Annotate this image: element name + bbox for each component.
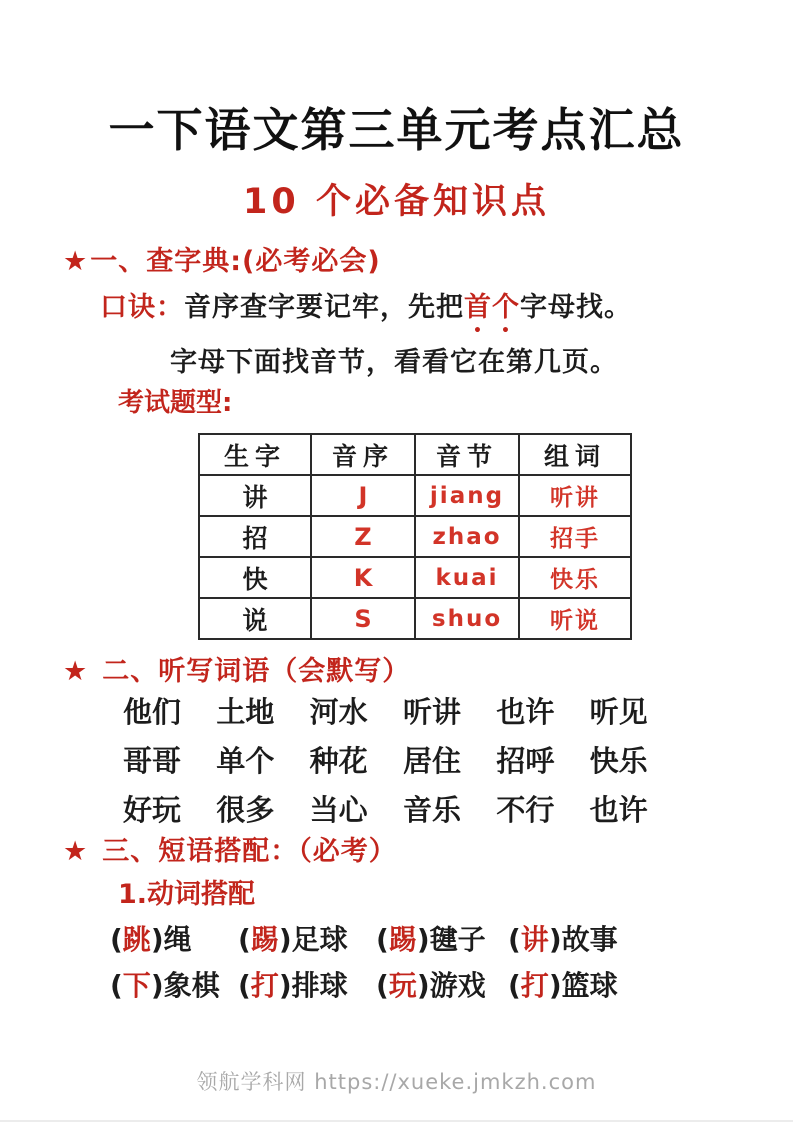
phrase-verb: 下 <box>122 969 151 1002</box>
phrase-verb: 踢 <box>250 923 279 956</box>
word-item: 很多 <box>216 793 275 827</box>
phrase-verb: 讲 <box>520 923 549 956</box>
phrase-noun: 篮球 <box>561 969 618 1002</box>
paren-close: ) <box>278 923 292 956</box>
phrase-item <box>238 924 376 956</box>
phrase-noun: 排球 <box>291 969 348 1002</box>
dictionary-table <box>198 433 632 640</box>
phrase-noun: 故事 <box>561 923 618 956</box>
word-item: 种花 <box>309 744 368 778</box>
table-header-syllable: 音节 <box>415 434 519 475</box>
table-cell-char: 招 <box>199 516 311 557</box>
table-row <box>199 598 631 639</box>
word-item: 土地 <box>216 695 275 729</box>
exam-type-label: 考试题型: <box>118 388 233 418</box>
mnemonic-line1-pre: 音序查字要记牢，先把 <box>184 292 464 323</box>
table-cell-initial: K <box>311 557 415 598</box>
table-cell-syllable: kuai <box>415 557 519 598</box>
word-item: 也许 <box>589 793 648 827</box>
phrase-item <box>376 970 508 1002</box>
word-item: 听见 <box>589 695 648 729</box>
section1-heading-label: 一、查字典:(必考必会) <box>90 246 381 277</box>
paren-open: ( <box>110 923 123 956</box>
word-item: 也许 <box>496 695 555 729</box>
verb-phrase-grid <box>110 924 695 1002</box>
paren-open: ( <box>238 923 251 956</box>
phrase-verb: 跳 <box>122 923 151 956</box>
section2-heading-label: 二、听写词语（会默写） <box>102 656 411 687</box>
phrase-noun: 游戏 <box>429 969 486 1002</box>
paren-close: ) <box>548 969 562 1002</box>
word-item: 哥哥 <box>123 744 182 778</box>
mnemonic-line-2: 字母下面找音节，看看它在第几页。 <box>170 347 618 378</box>
paren-close: ) <box>548 923 562 956</box>
table-header-word: 组词 <box>519 434 631 475</box>
table-cell-char: 快 <box>199 557 311 598</box>
section1-heading <box>63 244 793 280</box>
phrase-item <box>110 924 238 956</box>
word-item: 单个 <box>216 744 275 778</box>
phrase-noun: 足球 <box>291 923 348 956</box>
table-cell-initial: S <box>311 598 415 639</box>
phrase-noun: 象棋 <box>163 969 220 1002</box>
phrase-verb: 踢 <box>388 923 417 956</box>
table-row <box>199 475 631 516</box>
mnemonic-line1-post: 字母找。 <box>520 292 632 323</box>
word-item: 快乐 <box>589 744 648 778</box>
word-item: 当心 <box>309 793 368 827</box>
star-icon: ★ <box>63 836 89 867</box>
phrase-item <box>508 970 695 1002</box>
paren-close: ) <box>150 969 164 1002</box>
table-header-char: 生字 <box>199 434 311 475</box>
verb-matching-subheading: 1.动词搭配 <box>118 879 256 910</box>
table-header-row <box>199 434 631 475</box>
word-item: 他们 <box>123 695 182 729</box>
phrase-verb: 打 <box>250 969 279 1002</box>
table-row <box>199 557 631 598</box>
phrase-item <box>238 970 376 1002</box>
star-icon: ★ <box>63 246 89 277</box>
paren-close: ) <box>416 969 430 1002</box>
table-cell-word: 快乐 <box>519 557 631 598</box>
paren-open: ( <box>376 923 389 956</box>
table-cell-syllable: zhao <box>415 516 519 557</box>
watermark-footer: 领航学科网 https://xueke.jmkzh.com <box>196 1070 597 1094</box>
phrase-verb: 玩 <box>388 969 417 1002</box>
word-item: 听讲 <box>403 695 462 729</box>
table-header-initial: 音序 <box>311 434 415 475</box>
table-row <box>199 516 631 557</box>
table-cell-syllable: jiang <box>415 475 519 516</box>
phrase-item <box>376 924 508 956</box>
paren-open: ( <box>508 969 521 1002</box>
paren-open: ( <box>508 923 521 956</box>
paren-close: ) <box>278 969 292 1002</box>
mnemonic-label: 口诀： <box>100 292 184 323</box>
word-item: 音乐 <box>403 793 462 827</box>
table-cell-initial: J <box>311 475 415 516</box>
paren-close: ) <box>416 923 430 956</box>
word-item: 居住 <box>403 744 462 778</box>
table-cell-word: 听说 <box>519 598 631 639</box>
word-item: 好玩 <box>123 793 182 827</box>
mnemonic-line-1 <box>100 284 793 339</box>
table-cell-char: 讲 <box>199 475 311 516</box>
phrase-noun: 绳 <box>163 923 192 956</box>
phrase-item <box>508 924 695 956</box>
phrase-verb: 打 <box>520 969 549 1002</box>
page-title: 一下语文第三单元考点汇总 <box>108 103 685 157</box>
section3-heading-label: 三、短语搭配：（必考） <box>102 836 397 867</box>
paren-open: ( <box>110 969 123 1002</box>
paren-close: ) <box>150 923 164 956</box>
table-cell-word: 招手 <box>519 516 631 557</box>
word-item: 河水 <box>309 695 368 729</box>
table-cell-syllable: shuo <box>415 598 519 639</box>
table-cell-char: 说 <box>199 598 311 639</box>
table-cell-word: 听讲 <box>519 475 631 516</box>
word-item: 招呼 <box>496 744 555 778</box>
phrase-noun: 毽子 <box>429 923 486 956</box>
section3-heading <box>63 834 793 870</box>
word-item: 不行 <box>496 793 555 827</box>
paren-open: ( <box>238 969 251 1002</box>
page-subtitle: 10 个必备知识点 <box>243 182 550 222</box>
table-cell-initial: Z <box>311 516 415 557</box>
phrase-item <box>110 970 238 1002</box>
dictation-words-grid <box>123 696 683 826</box>
mnemonic-emphasized-chars: 首个 <box>464 292 520 323</box>
paren-open: ( <box>376 969 389 1002</box>
section2-heading <box>63 654 793 690</box>
star-icon: ★ <box>63 656 89 687</box>
